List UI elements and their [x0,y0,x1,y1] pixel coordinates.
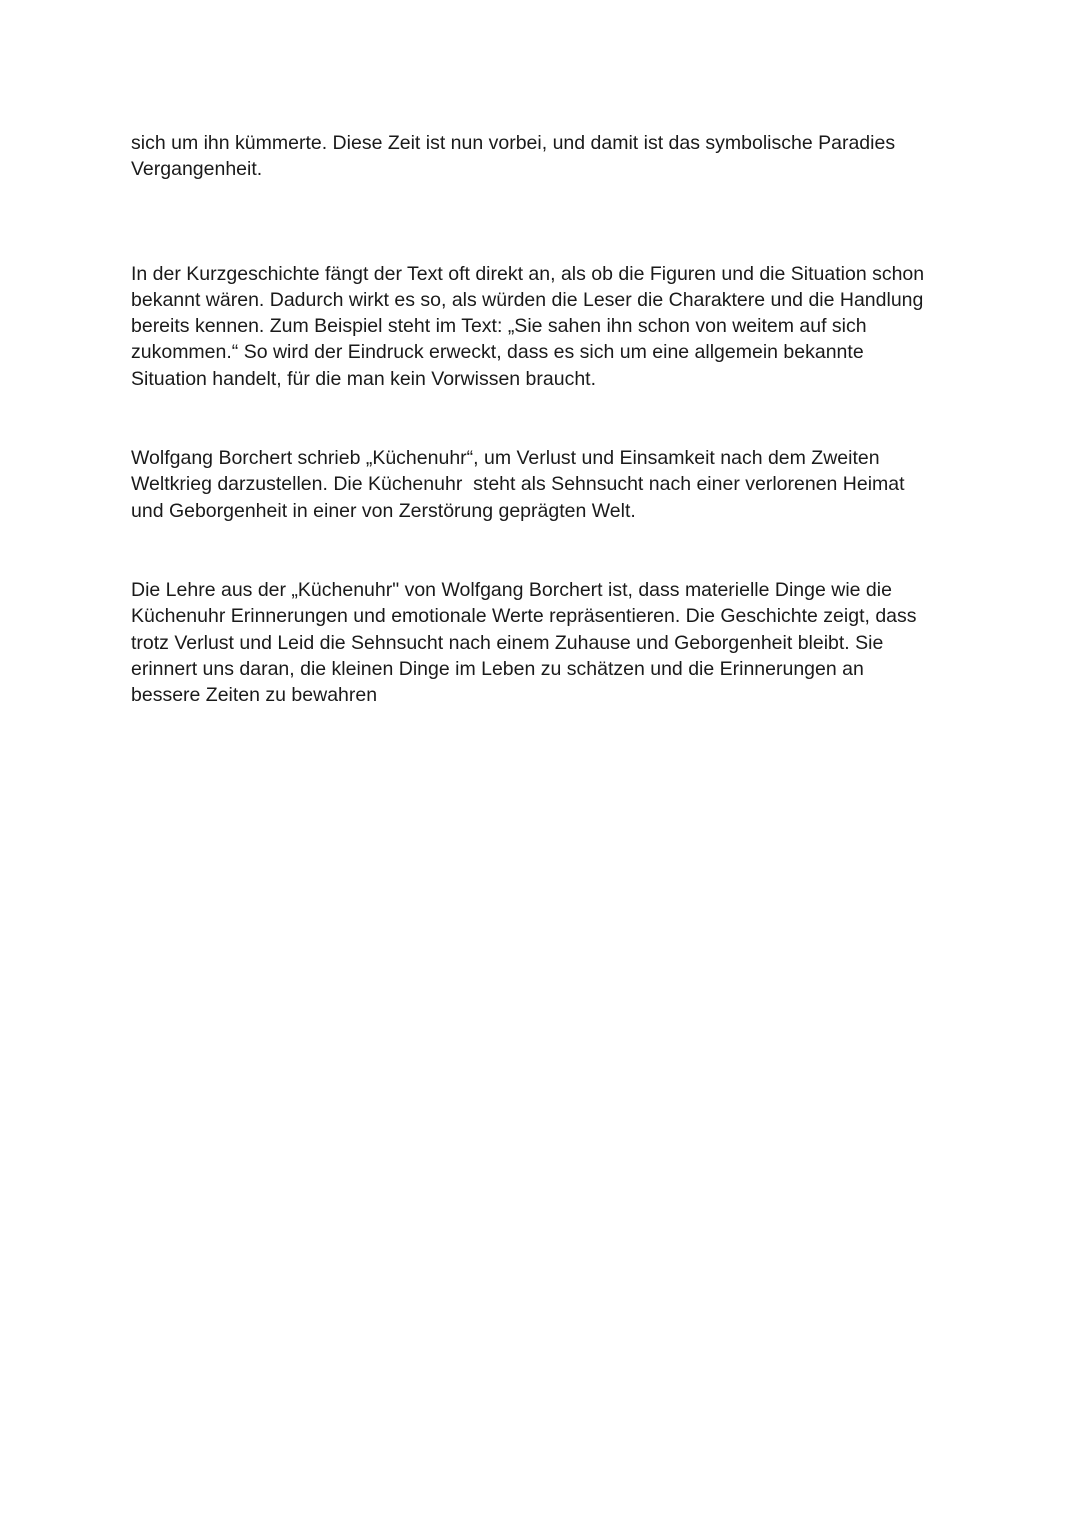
text-line: In der Kurzgeschichte fängt der Text oft direkt an, als ob die Figuren und die Situation schon [131,262,925,285]
text-line: Wolfgang Borchert schrieb „Küchenuhr“, um Verlust und Einsamkeit nach dem Zweiten [131,447,880,470]
text-line: zukommen.“ So wird der Eindruck erweckt, dass es sich um eine allgemein bekannte [131,341,864,364]
text-line: Die Lehre aus der „Küchenuhr" von Wolfgang Borchert ist, dass materielle Dinge wie die [131,578,892,601]
paragraph-moral-lesson [131,577,951,708]
paragraph-short-story-opening [131,261,951,392]
text-line: bessere Zeiten zu bewahren [131,684,378,707]
text-line: und Geborgenheit in einer von Zerstörung geprägten Welt. [131,499,636,522]
paragraph-author-intent [131,445,951,524]
text-line: erinnert uns daran, die kleinen Dinge im Leben zu schätzen und die Erinnerungen an [131,657,864,680]
text-line: bekannt wären. Dadurch wirkt es so, als würden die Leser die Charaktere und die Handlung [131,288,924,311]
text-line: Situation handelt, für die man kein Vorwissen braucht. [131,367,597,390]
text-line: bereits kennen. Zum Beispiel steht im Text: „Sie sahen ihn schon von weitem auf sich [131,315,867,338]
document-body [131,130,951,708]
text-line: Weltkrieg darzustellen. Die Küchenuhr steht als Sehnsucht nach einer verlorenen Heimat [131,473,905,496]
text-line: trotz Verlust und Leid die Sehnsucht nach einem Zuhause und Geborgenheit bleibt. Sie [131,631,884,654]
text-line: Vergangenheit. [131,158,263,181]
text-line: Küchenuhr Erinnerungen und emotionale Werte repräsentieren. Die Geschichte zeigt, dass [131,605,917,628]
text-line: sich um ihn kümmerte. Diese Zeit ist nun vorbei, und damit ist das symbolische Paradies [131,132,896,154]
paragraph-paradise-past [131,130,951,183]
